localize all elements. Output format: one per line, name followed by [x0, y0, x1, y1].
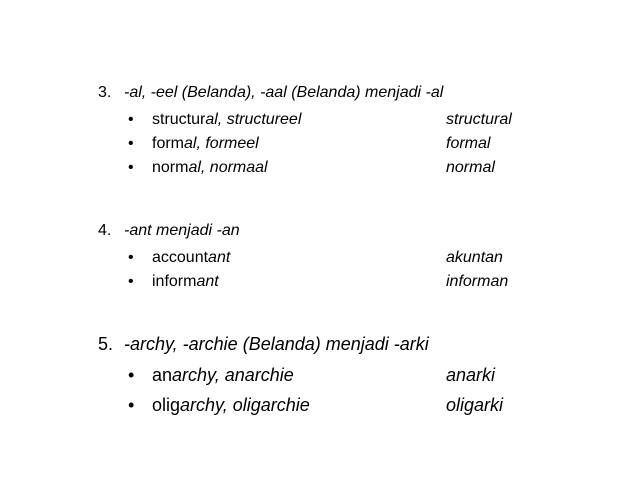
section-al-suffix	[98, 78, 512, 180]
section-arki-suffix	[98, 328, 504, 420]
source-word: accountant	[152, 249, 231, 266]
bullet-icon: •	[128, 135, 134, 152]
section-heading-text: -archy, -archie (Belanda) menjadi -arki	[124, 334, 429, 354]
section-number: 5.	[98, 334, 114, 354]
list-item	[98, 156, 495, 180]
result-word: oligarki	[446, 395, 504, 415]
result-word: structural	[446, 111, 512, 128]
list-item	[98, 270, 509, 294]
list-item	[98, 132, 491, 156]
bullet-icon: •	[128, 273, 134, 290]
source-word: oligarchy, oligarchie	[152, 395, 310, 415]
list-item	[98, 108, 512, 132]
section-heading-text: -ant menjadi -an	[124, 222, 240, 239]
list-item	[98, 360, 496, 390]
bullet-icon: •	[128, 111, 134, 128]
result-word: normal	[446, 159, 495, 176]
section-heading-text: -al, -eel (Belanda), -aal (Belanda) menjadi -al	[124, 84, 444, 101]
source-word: anarchy, anarchie	[152, 365, 294, 385]
section-an-suffix	[98, 216, 509, 294]
source-word: informant	[152, 273, 219, 290]
bullet-icon: •	[128, 249, 134, 266]
result-word: formal	[446, 135, 491, 152]
section-heading	[98, 78, 443, 108]
section-number: 3.	[98, 84, 112, 101]
result-word: informan	[446, 273, 509, 290]
source-word: structural, structureel	[152, 111, 302, 128]
section-number: 4.	[98, 222, 112, 239]
source-word: formal, formeel	[152, 135, 259, 152]
bullet-icon: •	[128, 365, 135, 385]
result-word: anarki	[446, 365, 496, 385]
list-item	[98, 246, 503, 270]
source-word: normal, normaal	[152, 159, 268, 176]
section-heading	[98, 328, 429, 360]
bullet-icon: •	[128, 159, 134, 176]
section-heading	[98, 216, 240, 246]
result-word: akuntan	[446, 249, 503, 266]
list-item	[98, 390, 504, 420]
bullet-icon: •	[128, 395, 135, 415]
